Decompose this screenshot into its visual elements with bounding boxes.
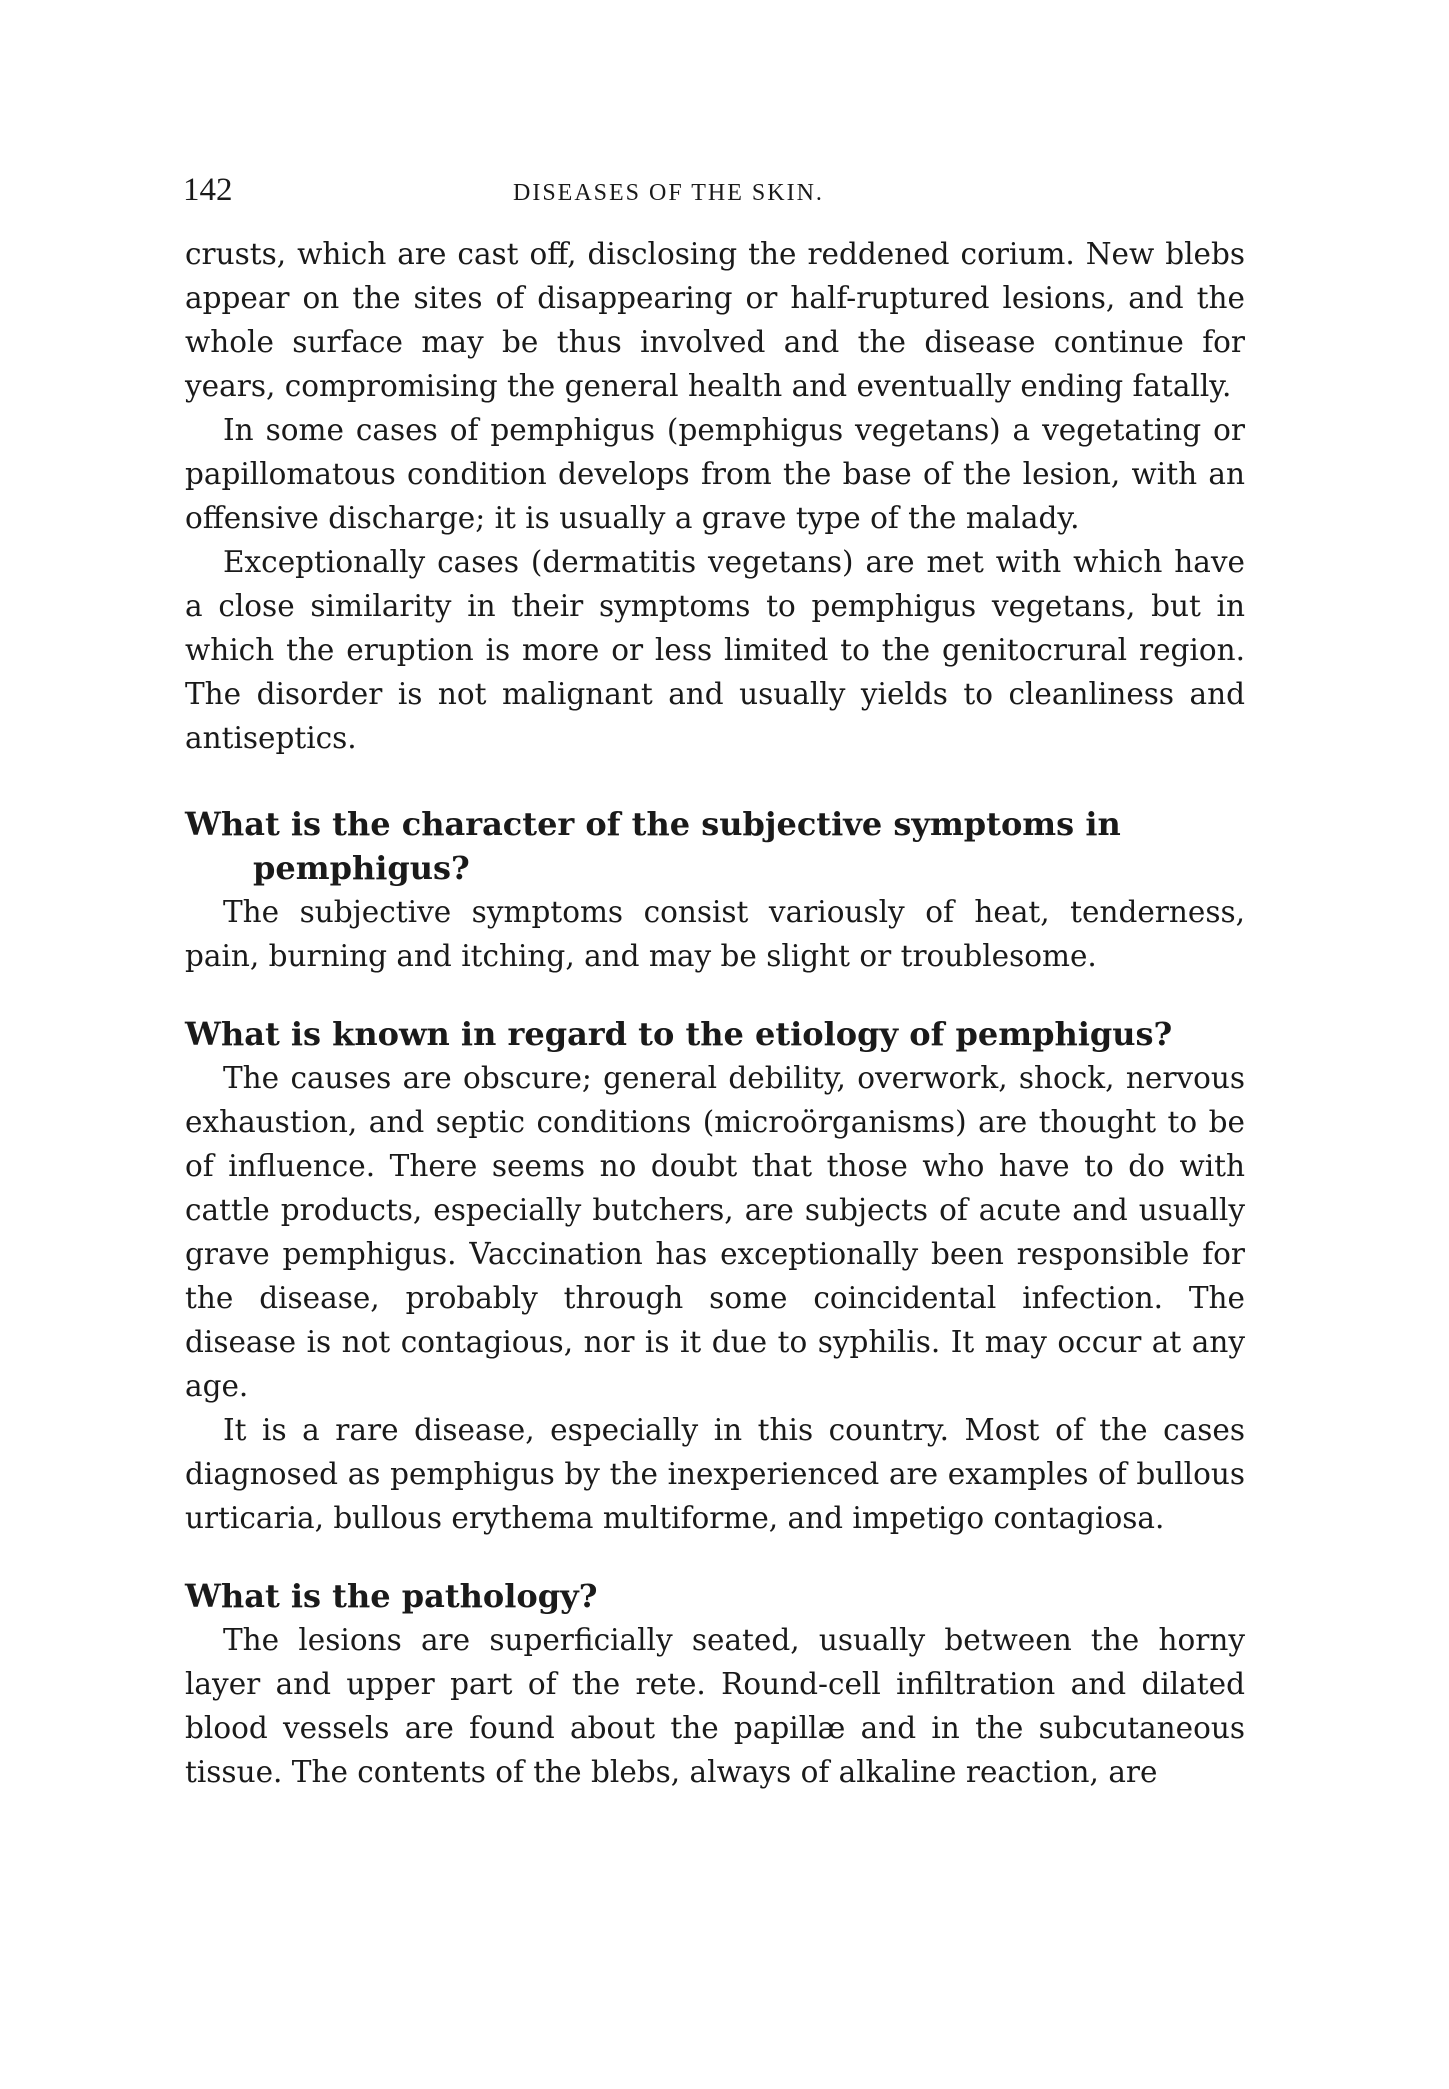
answer-subjective-symptoms: The subjective symptoms consist variously of heat, tenderness, pain, burning and itching, and may be slight or troublesome. (185, 895, 1245, 973)
answer-pathology: The lesions are superficially seated, usually between the horny layer and upper part of the rete. Round-cell infiltration and dilated blood vessels are found about the papillæ and in the subcutaneous tissue. The contents of the blebs, always of alkaline reaction, are (185, 1623, 1245, 1789)
paragraph-dermatitis-vegetans: Exceptionally cases (dermatitis vegetans) are met with which have a close similarity in their symptoms to pemphigus vegetans, but in which the eruption is more or less limited to the genitocrural region. The disorder is not malignant and usually yields to cleanliness and antiseptics. (185, 545, 1245, 755)
answer-etiology-rarity: It is a rare disease, especially in this country. Most of the cases diagnosed as pemphigus by the inexperienced are examples of bullous urticaria, bullous erythema multiforme, and impetigo contagiosa. (185, 1413, 1245, 1535)
question-pathology: What is the pathology? (185, 1577, 598, 1615)
page-number: 142 (183, 172, 233, 208)
paragraph-continued: crusts, which are cast off, disclosing the reddened corium. New blebs appear on the sites of disappearing or half-ruptured lesions, and the whole surface may be thus involved and the disease continue for years, compromising the general health and eventually ending fatally. (185, 237, 1245, 403)
answer-etiology-causes: The causes are obscure; general debility, overwork, shock, nervous exhaustion, and septic conditions (microörganisms) are thought to be of influence. There seems no doubt that those who have to do with cattle products, especially butchers, are subjects of acute and usually grave pemphigus. Vaccination has exceptionally been responsible for the disease, probably through some coincidental infection. The disease is not contagious, nor is it due to syphilis. It may occur at any age. (185, 1061, 1245, 1403)
question-subjective-symptoms: What is the character of the subjective symptoms in pemphigus? (185, 805, 1121, 887)
running-head (183, 172, 1243, 222)
body-text (185, 232, 1245, 1794)
question-etiology: What is known in regard to the etiology of pemphigus? (185, 1015, 1173, 1053)
running-title: DISEASES OF THE SKIN. (513, 180, 824, 206)
paragraph-pemphigus-vegetans: In some cases of pemphigus (pemphigus vegetans) a vegetating or papillomatous condition develops from the base of the lesion, with an offensive discharge; it is usually a grave type of the malady. (185, 413, 1245, 535)
